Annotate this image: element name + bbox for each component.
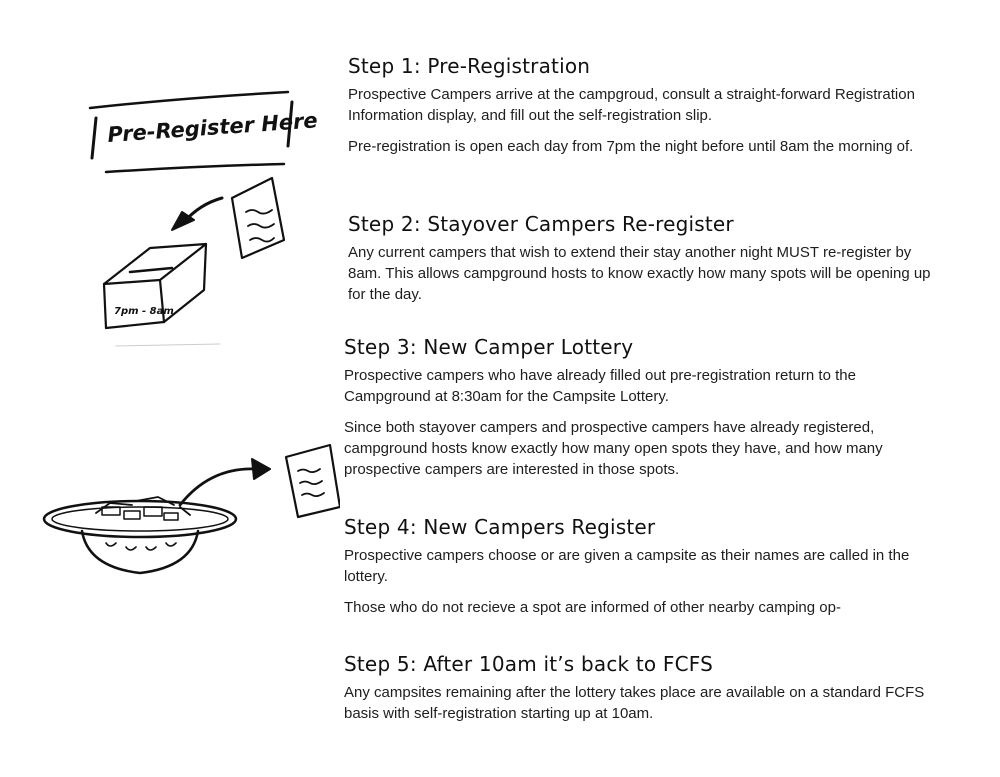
step-title: Step 4: New Campers Register [344,515,656,539]
registration-sketch [60,80,330,360]
box-label: 7pm - 8am [114,306,174,317]
step-title: Step 5: After 10am it’s back to FCFS [344,652,714,676]
lottery-slip-icon [286,445,340,517]
lottery-hat-sketch [40,435,340,595]
step-paragraph: Since both stayover campers and prospective campers have already registered, campground hosts know exactly how many open spots they have, and how many prospective campers are interested in those spots. [344,419,883,478]
step-5 [344,652,944,734]
step-1 [348,54,948,167]
pre-register-sign [90,92,318,172]
drop-box-icon [104,244,206,328]
step-2 [348,212,948,315]
step-paragraph: Any campsites remaining after the lottery takes place are available on a standard FCFS basis with self-registration starting up at 10am. [344,684,925,722]
step-title: Step 2: Stayover Campers Re-register [348,212,734,236]
arrow-icon [172,198,222,230]
step-paragraph: Those who do not recieve a spot are informed of other nearby camping op- [344,599,841,616]
step-paragraph: Prospective campers choose or are given a campsite as their names are called in the lottery. [344,547,910,585]
step-paragraph: Pre-registration is open each day from 7pm the night before until 8am the morning of. [348,138,914,155]
step-3 [344,335,944,490]
step-title: Step 1: Pre-Registration [348,54,591,78]
arrow-icon [180,459,270,505]
step-paragraph: Prospective Campers arrive at the campgroud, consult a straight-forward Registration Information display, and fill out the self-registration slip. [348,86,915,124]
step-title: Step 3: New Camper Lottery [344,335,634,359]
step-paragraph: Any current campers that wish to extend their stay another night MUST re-register by 8am. This allows campground hosts to know exactly how many spots will be opening up for the day. [348,244,931,303]
step-4 [344,515,944,628]
step-paragraph: Prospective campers who have already filled out pre-registration return to the Campground at 8:30am for the Campsite Lottery. [344,367,856,405]
sign-label: Pre-Register Here [106,108,319,147]
registration-slip-icon [232,178,284,258]
hat-icon [44,497,236,573]
